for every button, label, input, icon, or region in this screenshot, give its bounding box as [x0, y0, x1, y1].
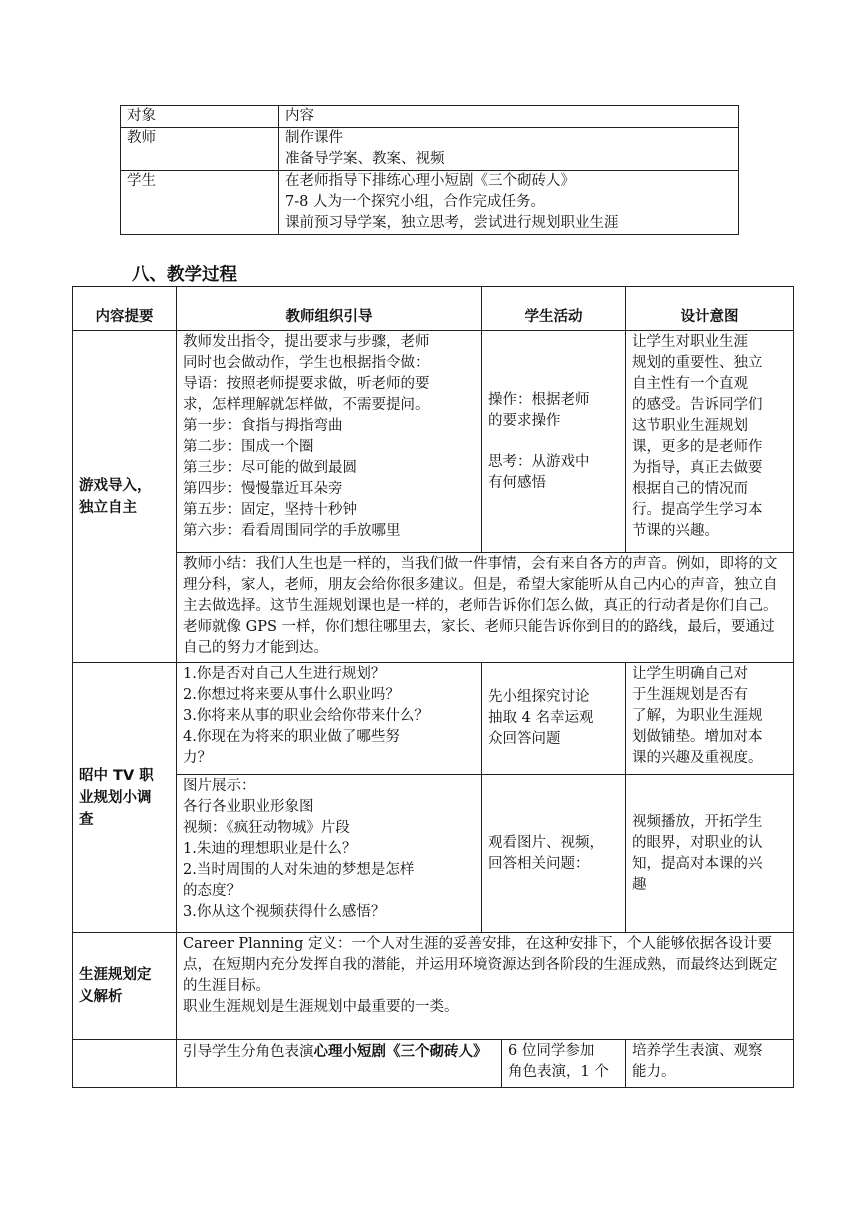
table-row: [73, 553, 794, 663]
table-row: [121, 128, 739, 171]
student-activity-cell: 6 位同学参加 角色表演，1 个: [502, 1040, 626, 1088]
section-title-cell: 生涯规划定 义解析: [73, 933, 177, 1040]
header-cell: 学生活动: [482, 287, 626, 331]
content-cell: 在老师指导下排练心理小短剧《三个砌砖人》 7-8 人为一个探究小组，合作完成任务。 课前预习导学案，独立思考，尝试进行规划职业生涯: [279, 171, 739, 235]
teacher-guidance-cell: 图片展示： 各行各业职业形象图 视频：《疯狂动物城》片段 1.朱迪的理想职业是什么？ 2.当时周围的人对朱迪的梦想是怎样 的态度？ 3.你从这个视频获得什么感悟？: [177, 775, 482, 933]
section-title-cell: [73, 1040, 177, 1088]
content-cell: 制作课件 准备导学案、教案、视频: [279, 128, 739, 171]
role-cell: 学生: [121, 171, 279, 235]
table-row: [73, 775, 794, 933]
role-cell: 教师: [121, 128, 279, 171]
design-intent-cell: 培养学生表演、观察 能力。: [626, 1040, 794, 1088]
preparation-table: [120, 105, 739, 235]
teacher-guidance-cell: 引导学生分角色表演心理小短剧《三个砌砖人》: [177, 1040, 502, 1088]
table-row: [73, 331, 794, 553]
student-activity-cell: 操作：根据老师 的要求操作 思考：从游戏中 有何感悟: [482, 331, 626, 553]
table-row: [121, 106, 739, 128]
table-row: [121, 171, 739, 235]
student-activity-cell: 观看图片、视频， 回答相关问题：: [482, 775, 626, 933]
header-cell: 对象: [121, 106, 279, 128]
teacher-guidance-cell: 教师发出指令，提出要求与步骤，老师 同时也会做动作，学生也根据指令做： 导语：按照老师提要求做，听老师的要 求，怎样理解就怎样做，不需要提问。 第一步：食指与拇指弯曲 第二步：围成一个圈 第三步：尽可能的做到最圆 第四步：慢慢靠近耳朵旁 第五步：固定，坚持十秒钟 第六步：看看周围同学的手放哪里: [177, 331, 482, 553]
definition-cell: Career Planning 定义：一个人对生涯的妥善安排，在这种安排下，个人能够依据各设计要点，在短期内充分发挥自我的潜能，并运用环境资源达到各阶段的生涯成熟，而最终达到既定的生涯目标。 职业生涯规划是生涯规划中最重要的一类。: [177, 933, 794, 1040]
header-cell: 内容: [279, 106, 739, 128]
design-intent-cell: 让学生对职业生涯 规划的重要性、独立 自主性有一个直观 的感受。告诉同学们 这节职业生涯规划 课，更多的是老师作 为指导，真正去做要 根据自己的情况而 行。提高学生学习本 节课的兴趣。: [626, 331, 794, 553]
section-title-cell: 游戏导入， 独立自主: [73, 331, 177, 663]
table-header-row: [73, 287, 794, 331]
design-intent-cell: 视频播放，开拓学生 的眼界，对职业的认 知，提高对本课的兴 趣: [626, 775, 794, 933]
header-cell: 设计意图: [626, 287, 794, 331]
header-cell: 内容提要: [73, 287, 177, 331]
design-intent-cell: 让学生明确自己对 于生涯规划是否有 了解，为职业生涯规 划做铺垫。增加对本 课的兴趣及重视度。: [626, 663, 794, 775]
table-row: [73, 1040, 794, 1088]
teacher-summary-cell: 教师小结：我们人生也是一样的，当我们做一件事情，会有来自各方的声音。例如，即将的文理分科，家人，老师，朋友会给你很多建议。但是，希望大家能听从自己内心的声音，独立自主去做选择。这节生涯规划课也是一样的，老师告诉你们怎么做，真正的行动者是你们自己。老师就像 GPS 一样，你们想往哪里去，家长、老师只能告诉你到目的的路线，最后，要通过自己的努力才能到达。: [177, 553, 794, 663]
student-activity-cell: 先小组探究讨论 抽取 4 名幸运观 众回答问题: [482, 663, 626, 775]
table-row: [73, 933, 794, 1040]
section-heading: 八、教学过程: [132, 265, 237, 285]
process-table: [72, 286, 794, 1088]
section-title-cell: 昭中 TV 职 业规划小调 查: [73, 663, 177, 933]
header-cell: 教师组织引导: [177, 287, 482, 331]
table-row: [73, 663, 794, 775]
teacher-guidance-cell: 1.你是否对自己人生进行规划？ 2.你想过将来要从事什么职业吗？ 3.你将来从事的职业会给你带来什么？ 4.你现在为将来的职业做了哪些努 力？: [177, 663, 482, 775]
